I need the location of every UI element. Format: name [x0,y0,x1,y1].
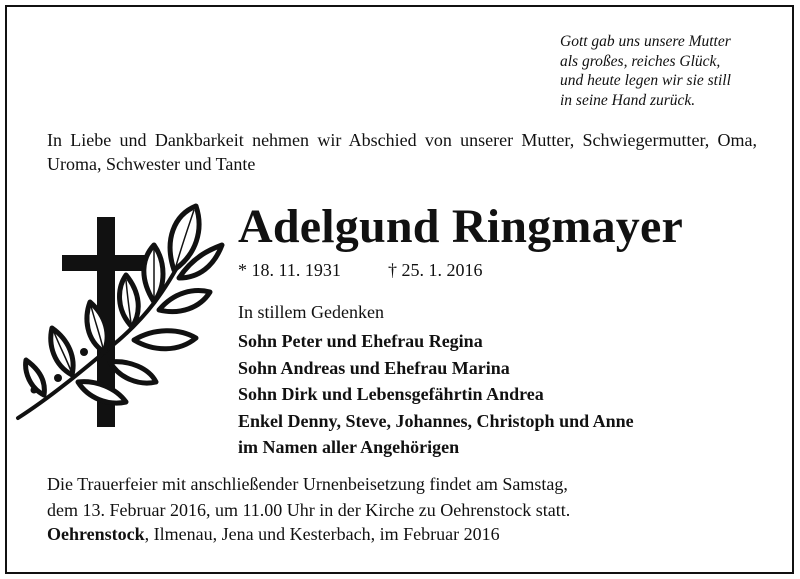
poem-line: als großes, reiches Glück, [560,52,721,70]
poem-line: Gott gab uns unsere Mutter [560,33,731,50]
remembrance-line: In stillem Gedenken [238,302,384,322]
place-rest: , Ilmenau, Jena und Kesterbach, im Februar 2016 [144,524,500,544]
poem [560,32,780,110]
cross-with-palm-branch-icon [14,200,229,432]
ceremony-line: dem 13. Februar 2016, um 11.00 Uhr in der Kirche zu Oehrenstock statt. [47,500,571,520]
ceremony-text [47,471,570,523]
mourner-line: Sohn Peter und Ehefrau Regina [238,331,483,351]
place-town: Oehrenstock [47,524,145,544]
ceremony-line: Die Trauerfeier mit anschließender Urnenbeisetzung findet am Samstag, [47,474,568,494]
poem-line: und heute legen wir sie still [560,72,731,89]
mourners-list [238,328,634,461]
mourner-line: im Namen aller Angehörigen [238,437,460,457]
mourner-line: Sohn Andreas und Ehefrau Marina [238,357,510,378]
poem-line: in seine Hand zurück. [560,91,696,109]
deceased-name: Adelgund Ringmayer [238,200,683,253]
intro-text: In Liebe und Dankbarkeit nehmen wir Abschied von unserer Mutter, Schwiegermutter, Oma, Uroma, Schwester und Tante [47,130,757,174]
place-and-date [47,522,500,546]
death-date: † 25. 1. 2016 [388,260,483,280]
mourner-line: Sohn Dirk und Lebensgefährtin Andrea [238,384,544,404]
mourner-line: Enkel Denny, Steve, Johannes, Christoph und Anne [238,410,634,431]
birth-date: * 18. 11. 1931 [238,260,341,280]
